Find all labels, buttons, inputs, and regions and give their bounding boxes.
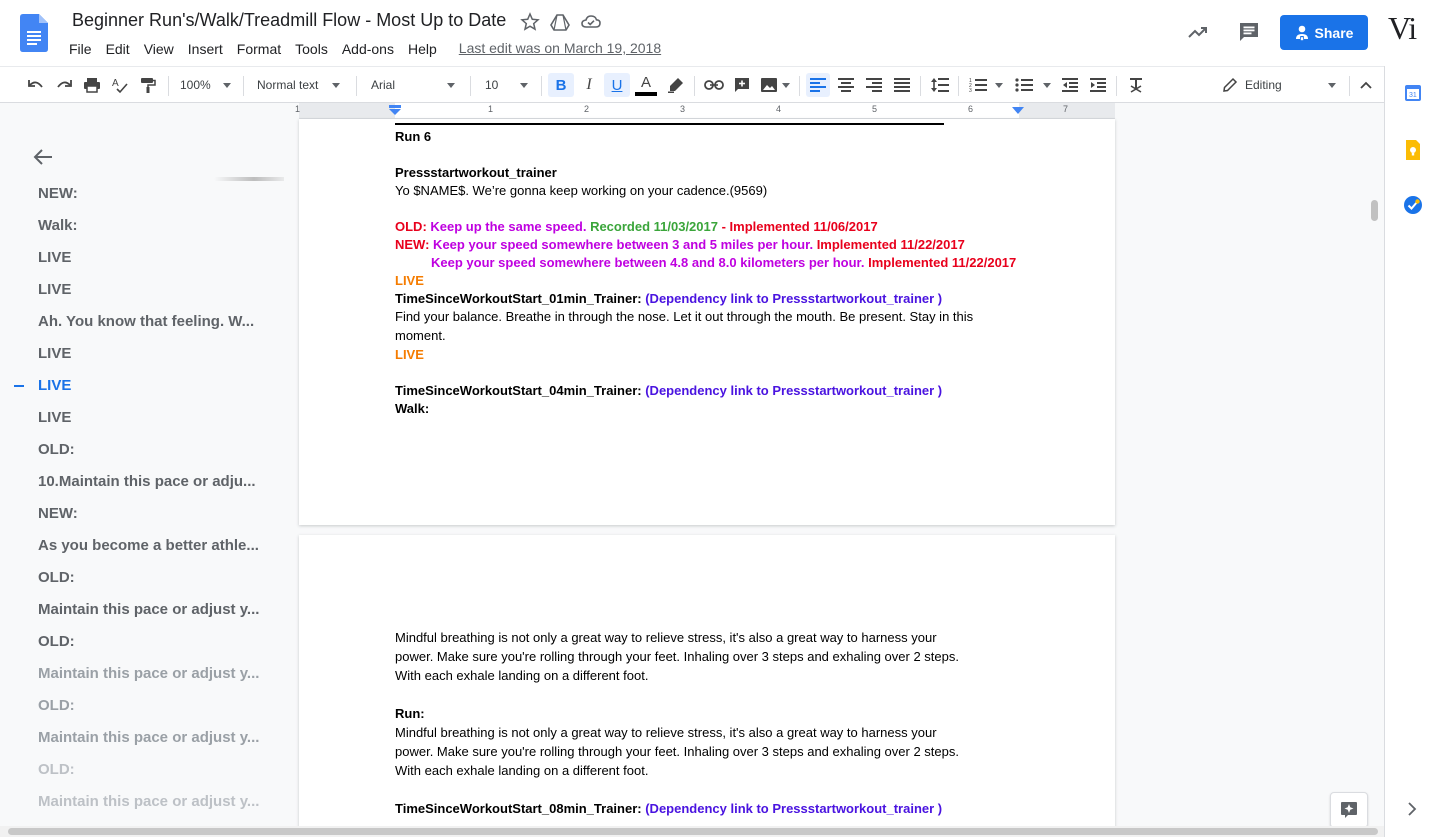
document-page[interactable] — [299, 119, 1115, 525]
link-icon — [704, 79, 724, 91]
document-title[interactable]: Beginner Run's/Walk/Treadmill Flow - Most Up to Date — [72, 10, 507, 30]
print-button[interactable] — [80, 73, 104, 97]
t08-label: TimeSinceWorkoutStart_08min_Trainer: — [395, 801, 642, 816]
trainer-line: Yo $NAME$. We’re gonna keep working on your cadence.(9569) — [395, 183, 768, 198]
font-size-value: 10 — [485, 78, 499, 92]
bulleted-list-icon — [1015, 77, 1033, 93]
align-right-icon — [866, 78, 882, 92]
insert-image-button[interactable] — [758, 73, 792, 97]
italic-button[interactable]: I — [586, 76, 592, 93]
comment-icon[interactable] — [1237, 20, 1261, 44]
mindful-text-line2: power. Make sure you're rolling through your feet. Inhaling over 3 steps and exhaling over 2 steps. — [395, 744, 959, 759]
outline-item[interactable]: Maintain this pace or adjust y... — [38, 601, 260, 618]
share-label: Share — [1314, 24, 1354, 41]
star-icon[interactable] — [520, 12, 540, 32]
outline-item[interactable]: Maintain this pace or adjust y... — [38, 665, 260, 682]
svg-text:1: 1 — [969, 78, 972, 84]
spellcheck-icon — [111, 76, 129, 94]
numbered-list-button[interactable] — [966, 73, 1006, 97]
collapse-icon — [1360, 81, 1372, 89]
outline-item[interactable]: Maintain this pace or adjust y... — [38, 793, 260, 810]
decrease-indent-icon — [1062, 78, 1078, 92]
font-select[interactable] — [371, 73, 459, 97]
mindful-text-line1: Mindful breathing is not only a great way to relieve stress, it's also a great way to harness your — [395, 630, 937, 645]
insert-comment-icon — [733, 76, 751, 94]
back-arrow-icon[interactable] — [32, 147, 54, 167]
document-outline — [14, 119, 284, 825]
outline-item[interactable]: LIVE — [38, 281, 72, 298]
t01-line — [395, 290, 942, 308]
expand-panel-icon[interactable] — [1407, 802, 1417, 816]
explore-icon — [1340, 801, 1358, 819]
clear-formatting-icon — [1128, 77, 1144, 93]
old-line — [395, 218, 878, 236]
increase-indent-button[interactable] — [1086, 73, 1110, 97]
new-implemented-metric: Implemented 11/22/2017 — [864, 255, 1017, 270]
style-select[interactable] — [257, 73, 345, 97]
outline-item[interactable]: Walk: — [38, 217, 78, 234]
live-label: LIVE — [395, 347, 424, 362]
side-panel — [1384, 66, 1440, 837]
t01-text-line1: Find your balance. Breathe in through the nose. Let it out through the mouth. Be present. Stay in this — [395, 309, 974, 324]
run-label: Run: — [395, 706, 425, 721]
horizontal-scrollbar-thumb[interactable] — [8, 828, 1378, 835]
outline-item[interactable]: NEW: — [38, 185, 78, 202]
align-center-icon — [838, 78, 854, 92]
last-edit-link[interactable]: Last edit was on March 19, 2018 — [458, 40, 662, 56]
horizontal-scrollbar[interactable] — [0, 826, 1384, 837]
image-icon — [760, 76, 778, 94]
ruler-number: 5 — [872, 104, 878, 114]
new-label: NEW: — [395, 237, 430, 252]
numbered-list-icon — [969, 77, 987, 93]
t08-line — [395, 800, 942, 818]
outline-item[interactable]: OLD: — [38, 761, 75, 778]
menu-help[interactable]: Help — [407, 41, 437, 57]
underline-button[interactable]: U — [604, 73, 630, 97]
svg-text:A: A — [112, 78, 119, 89]
trainer-name: Pressstartworkout_trainer — [395, 165, 557, 180]
bulleted-list-button[interactable] — [1012, 73, 1054, 97]
text-color-icon: A — [640, 73, 651, 91]
spellcheck-button[interactable] — [108, 73, 132, 97]
t01-dependency-link[interactable]: (Dependency link to Pressstartworkout_trainer ) — [641, 291, 943, 306]
outline-current-marker — [14, 385, 24, 387]
ruler-number: 2 — [584, 104, 590, 114]
old-dash: - — [721, 219, 730, 234]
horizontal-rule — [395, 123, 944, 125]
outline-item[interactable]: Maintain this pace or adjust y... — [38, 729, 260, 746]
clear-formatting-button[interactable] — [1124, 73, 1148, 97]
menu-format[interactable]: Format — [236, 41, 282, 57]
redo-button[interactable] — [52, 73, 76, 97]
paint-format-icon — [139, 76, 157, 94]
toolbar — [0, 66, 1384, 103]
new-line — [395, 236, 965, 254]
outline-item[interactable]: OLD: — [38, 697, 75, 714]
decrease-indent-button[interactable] — [1058, 73, 1082, 97]
ruler-number: 1 — [295, 104, 301, 114]
outline-item[interactable]: LIVE — [38, 409, 72, 426]
bold-button[interactable]: B — [548, 73, 574, 97]
outline-item[interactable]: As you become a better athle... — [38, 537, 259, 554]
run-heading: Run 6 — [395, 129, 432, 144]
right-indent-marker[interactable] — [1012, 107, 1024, 115]
mindful-text-line3: With each exhale landing on a different foot. — [395, 668, 649, 683]
insert-link-button[interactable] — [702, 73, 726, 97]
old-implemented: Implemented 11/06/2017 — [729, 219, 878, 234]
menu-view[interactable]: View — [143, 41, 174, 57]
menu-bar — [62, 40, 666, 58]
new-text-metric: Keep your speed somewhere between 4.8 and 8.0 kilometers per hour. — [431, 255, 865, 270]
drive-move-icon[interactable] — [550, 12, 570, 32]
svg-text:3: 3 — [969, 88, 972, 93]
justify-icon — [894, 78, 910, 92]
menu-insert[interactable]: Insert — [187, 41, 223, 57]
calendar-icon[interactable] — [1404, 84, 1422, 102]
old-text: Keep up the same speed. — [426, 219, 591, 234]
align-center-button[interactable] — [834, 73, 858, 97]
t04-line — [395, 382, 942, 400]
left-indent-marker[interactable] — [389, 105, 401, 117]
old-label: OLD: — [395, 219, 427, 234]
print-icon — [83, 76, 101, 94]
undo-button[interactable] — [24, 73, 48, 97]
insert-comment-button[interactable] — [730, 73, 754, 97]
outline-item[interactable]: 10.Maintain this pace or adju... — [38, 473, 256, 490]
cloud-saved-icon[interactable] — [581, 12, 601, 32]
menu-addons[interactable]: Add-ons — [341, 41, 394, 57]
outline-item[interactable]: Ah. You know that feeling. W... — [38, 313, 255, 330]
line-spacing-button[interactable] — [928, 73, 952, 97]
highlight-button[interactable] — [664, 73, 688, 97]
account-avatar[interactable]: Vi — [1388, 10, 1417, 46]
mode-select[interactable] — [1222, 73, 1342, 97]
font-size-select[interactable] — [485, 73, 535, 97]
outline-item[interactable]: OLD: — [38, 569, 75, 586]
ruler-number: 1 — [488, 104, 494, 114]
ruler-number: 3 — [680, 104, 686, 114]
document-page[interactable] — [299, 535, 1115, 835]
outline-item[interactable]: OLD: — [38, 441, 75, 458]
undo-icon — [27, 76, 45, 94]
zoom-select[interactable] — [180, 73, 234, 97]
vertical-scrollbar[interactable] — [1371, 200, 1378, 221]
paint-format-button[interactable] — [136, 73, 160, 97]
tasks-icon[interactable] — [1403, 195, 1423, 215]
t04-label: TimeSinceWorkoutStart_04min_Trainer: — [395, 383, 642, 398]
person-icon — [1295, 25, 1309, 41]
outline-item[interactable]: LIVE — [38, 249, 72, 266]
mindful-text-line1: Mindful breathing is not only a great way to relieve stress, it's also a great way to harness your — [395, 725, 937, 740]
mindful-text-line2: power. Make sure you're rolling through your feet. Inhaling over 3 steps and exhaling over 2 steps. — [395, 649, 959, 664]
svg-text:31: 31 — [1409, 92, 1417, 99]
ruler-number: 7 — [1063, 104, 1069, 114]
font-value: Arial — [371, 78, 396, 92]
t01-label: TimeSinceWorkoutStart_01min_Trainer: — [395, 291, 642, 306]
new-text: Keep your speed somewhere between 3 and 5 miles per hour. — [429, 237, 814, 252]
new-implemented: Implemented 11/22/2017 — [813, 237, 965, 252]
align-left-button[interactable] — [806, 73, 830, 97]
old-recorded: Recorded 11/03/2017 — [590, 219, 722, 234]
line-spacing-icon — [931, 77, 949, 93]
svg-text:2: 2 — [969, 83, 972, 89]
t08-dependency-link[interactable]: (Dependency link to Pressstartworkout_trainer ) — [641, 801, 943, 816]
live-label: LIVE — [395, 273, 424, 288]
style-value: Normal text — [257, 78, 319, 92]
t01-text-line2: moment. — [395, 328, 446, 343]
ruler-number: 6 — [968, 104, 974, 114]
highlight-icon — [667, 76, 685, 94]
align-right-button[interactable] — [862, 73, 886, 97]
activity-trend-icon[interactable] — [1186, 20, 1210, 44]
share-button[interactable] — [1280, 15, 1368, 50]
explore-button[interactable] — [1330, 792, 1368, 828]
new-line-metric — [431, 254, 1016, 272]
ruler-number: 4 — [776, 104, 782, 114]
increase-indent-icon — [1090, 78, 1106, 92]
mindful-text-line3: With each exhale landing on a different foot. — [395, 763, 649, 778]
outline-item[interactable]: NEW: — [38, 505, 78, 522]
docs-logo[interactable] — [20, 14, 48, 52]
menu-edit[interactable]: Edit — [105, 41, 130, 57]
t04-dependency-link[interactable]: (Dependency link to Pressstartworkout_trainer ) — [641, 383, 943, 398]
keep-icon[interactable] — [1404, 140, 1422, 160]
outline-item-current[interactable]: LIVE — [38, 377, 72, 394]
justify-button[interactable] — [890, 73, 914, 97]
zoom-value: 100% — [180, 78, 211, 92]
align-left-icon — [810, 78, 826, 92]
outline-item[interactable]: LIVE — [38, 345, 72, 362]
mode-value: Editing — [1245, 78, 1282, 92]
collapse-menus-button[interactable] — [1356, 73, 1376, 97]
text-color-button[interactable] — [632, 73, 660, 97]
redo-icon — [55, 76, 73, 94]
outline-item[interactable]: OLD: — [38, 633, 75, 650]
menu-tools[interactable]: Tools — [295, 41, 328, 57]
ruler[interactable] — [295, 103, 1115, 119]
walk-label: Walk: — [395, 401, 430, 416]
menu-file[interactable]: File — [69, 41, 92, 57]
pencil-icon — [1222, 77, 1238, 93]
docs-header — [0, 0, 1440, 66]
